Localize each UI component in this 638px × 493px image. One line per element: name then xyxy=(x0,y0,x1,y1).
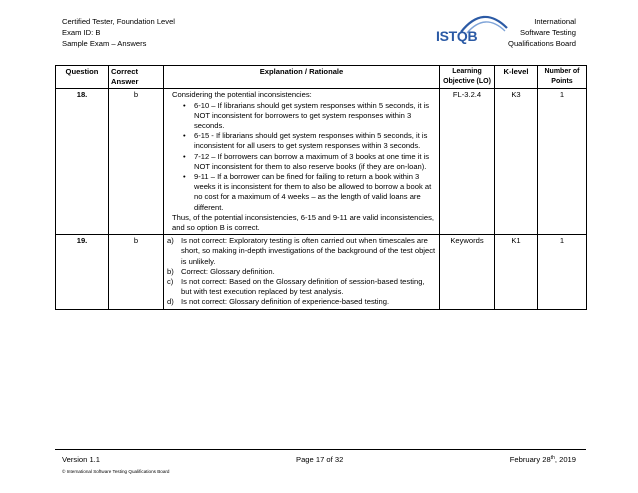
footer-page-number: Page 17 of 32 xyxy=(296,455,344,464)
header-org-line1: International xyxy=(534,17,576,26)
list-item: • 9-11 – If a borrower can be fined for failing to return a book within 3 weeks it is inconsistent for them to also be allowed to borrow a book at no cost for a maximum of 4 weeks – as the length of valid loans are different. xyxy=(194,172,437,213)
footer-date-suffix-sup: th xyxy=(550,455,555,461)
explanation-cell xyxy=(164,235,440,309)
col-learning-objective: Learning Objective (LO) xyxy=(440,66,495,89)
table-row xyxy=(56,89,587,235)
list-item: • 7-12 – If borrowers can borrow a maximum of 3 books at one time it is NOT inconsistent for them to also reserve books (if they are on-loan). xyxy=(194,152,437,172)
option-letter: b) xyxy=(167,266,174,276)
col-explanation: Explanation / Rationale xyxy=(164,66,440,89)
list-item xyxy=(167,266,437,277)
list-item: • 6-10 – If librarians should get system responses within 5 seconds, it is NOT inconsistent for borrowers to get system responses within 3 seconds. xyxy=(194,101,437,132)
explanation-intro: Considering the potential inconsistencies: xyxy=(172,90,312,100)
istqb-logo: ISTQB xyxy=(436,28,478,44)
option-letter: c) xyxy=(167,277,174,287)
learning-objective: Keywords xyxy=(440,235,495,309)
k-level: K3 xyxy=(495,89,538,235)
header-left xyxy=(62,16,175,49)
explanation-conclusion: Thus, of the potential inconsistencies, 6-15 and 9-11 are valid inconsistencies, and so option B is correct. xyxy=(172,212,434,233)
list-item xyxy=(167,277,437,297)
header-org-line2: Software Testing xyxy=(520,28,576,37)
header-cert-title: Certified Tester, Foundation Level xyxy=(62,17,175,26)
option-letter: d) xyxy=(167,297,174,307)
footer-version: Version 1.1 xyxy=(62,455,100,464)
points: 1 xyxy=(538,89,587,235)
header-right xyxy=(508,16,576,49)
option-text: Is not correct: Glossary definition of experience-based testing. xyxy=(181,297,390,307)
table-row xyxy=(56,235,587,309)
table-header-row xyxy=(56,66,587,89)
correct-answer: b xyxy=(109,235,164,309)
col-question: Question xyxy=(56,66,109,89)
answers-table xyxy=(55,65,587,310)
header-org-line3: Qualifications Board xyxy=(508,39,576,48)
inconsistency-list xyxy=(166,101,437,213)
option-text: Correct: Glossary definition. xyxy=(181,266,275,276)
question-number: 18. xyxy=(56,89,109,235)
list-item xyxy=(167,297,437,307)
option-list xyxy=(166,236,437,307)
col-k-level: K-level xyxy=(495,66,538,89)
footer-date-year: , 2019 xyxy=(554,455,576,464)
list-item xyxy=(167,236,437,267)
col-points: Number of Points xyxy=(538,66,587,89)
option-text: Is not correct: Exploratory testing is often carried out when timescales are short, so making in-depth investigations of the background of the test object is unlikely. xyxy=(181,236,436,266)
points: 1 xyxy=(538,235,587,309)
learning-objective: FL-3.2.4 xyxy=(440,89,495,235)
header-doc-type: Sample Exam – Answers xyxy=(62,39,147,48)
col-correct-answer: Correct Answer xyxy=(109,66,164,89)
footer-copyright: © International Software Testing Qualifications Board xyxy=(62,469,170,474)
footer-date xyxy=(510,455,576,464)
footer-date-main: February 28 xyxy=(509,455,551,464)
k-level: K1 xyxy=(495,235,538,309)
footer-divider xyxy=(55,449,586,450)
option-text: Is not correct: Based on the Glossary definition of session-based testing, but with test execution replaced by test analysis. xyxy=(181,277,425,297)
correct-answer: b xyxy=(109,89,164,235)
list-item: • 6-15 - If librarians should get system responses within 5 seconds, it is inconsistent for all users to get system responses within 3 seconds. xyxy=(194,131,437,151)
explanation-cell xyxy=(164,89,440,235)
question-number: 19. xyxy=(56,235,109,309)
option-letter: a) xyxy=(167,236,174,246)
header-exam-id: Exam ID: B xyxy=(62,28,101,37)
